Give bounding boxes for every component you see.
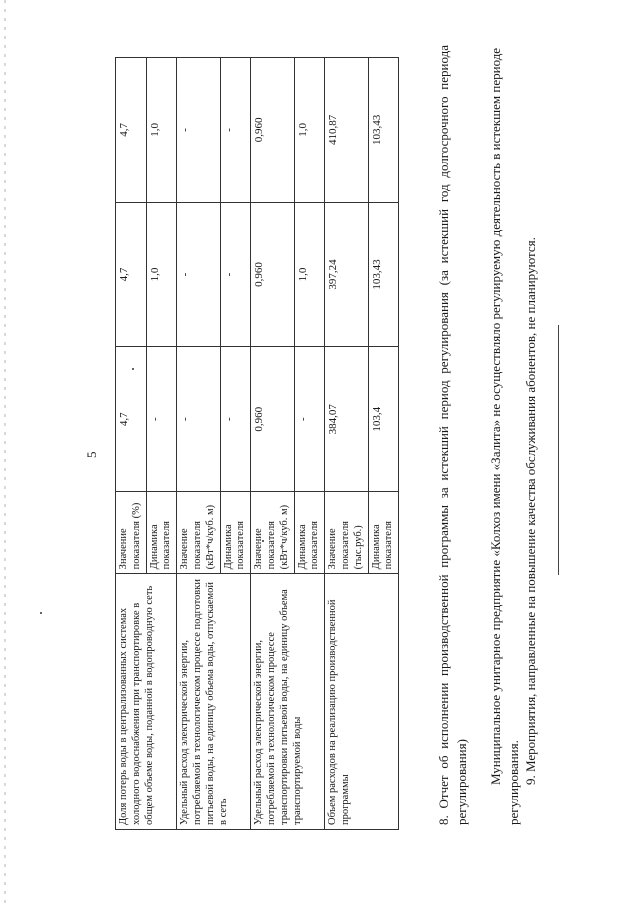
table-row — [325, 58, 368, 830]
indicator-value-v3: - — [177, 58, 220, 203]
indicator-value-v1: - — [220, 347, 251, 492]
section-9-text: 9. Мероприятия, направленные на повышение качества обслуживания абонентов, не планируются. — [523, 237, 538, 785]
indicator-value-v1: 103,4 — [368, 347, 399, 492]
table-row — [251, 58, 294, 830]
indicator-value-v1: - — [146, 347, 177, 492]
table-row — [116, 58, 147, 830]
indicator-value-v1: - — [294, 347, 325, 492]
indicator-value-v2: 1,0 — [146, 202, 177, 347]
indicator-value-v2: 1,0 — [294, 202, 325, 347]
indicator-value-v2: - — [220, 202, 251, 347]
indicator-value-v3: 1,0 — [294, 58, 325, 203]
indicator-value-v1: 0,960 — [251, 347, 294, 492]
indicator-value-v2: 103,43 — [368, 202, 399, 347]
indicator-measure: Динамика показателя — [146, 492, 177, 574]
table-row — [177, 58, 220, 830]
indicator-name: Объем расходов на реализацию производственной программы — [325, 574, 399, 830]
indicator-measure: Значение показателя (%) — [116, 492, 147, 574]
indicator-value-v1: - — [177, 347, 220, 492]
indicator-value-v1: 384,07 — [325, 347, 368, 492]
indicator-value-v3: - — [220, 58, 251, 203]
indicator-measure: Значение показателя (тыс.руб.) — [325, 492, 368, 574]
indicator-value-v3: 410,87 — [325, 58, 368, 203]
indicator-value-v2: 4,7 — [116, 202, 147, 347]
indicator-value-v3: 4,7 — [116, 58, 147, 203]
indicator-value-v3: 0,960 — [251, 58, 294, 203]
indicator-measure: Значение показателя (кВт*ч/куб. м) — [177, 492, 220, 574]
section-8-body: Муниципальное унитарное предприятие «Колхоз имени «Залита» не осуществляло регулируемую деятельность в истекшем периоде регулирования. — [488, 47, 521, 825]
closing-rule — [558, 325, 559, 575]
section-8-heading: 8. Отчет об исполнении производственной программы за истекший период регулирования (за истекший год долгосрочного периода регулирования) — [436, 45, 469, 825]
indicator-value-v3: 103,43 — [368, 58, 399, 203]
indicator-measure: Значение показателя (кВт*ч/куб. м) — [251, 492, 294, 574]
indicator-measure: Динамика показателя — [368, 492, 399, 574]
indicator-measure: Динамика показателя — [294, 492, 325, 574]
indicator-value-v2: 0,960 — [251, 202, 294, 347]
page-number: 5 — [84, 451, 99, 458]
indicator-value-v1: 4,7 — [116, 347, 147, 492]
indicator-name: Доля потерь воды в централизованных системах холодного водоснабжения при транспортировке в общем объеме воды, поданной в водопроводную сеть — [116, 574, 177, 830]
indicator-name: Удельный расход электрической энергии, потребляемой в технологическом процессе подготовки питьевой воды, на единицу объема воды, отпускаемой в сеть — [177, 574, 251, 830]
indicators-table — [115, 57, 399, 830]
indicator-name: Удельный расход электрической энергии, потребляемой в технологическом процессе транспортировки питьевой воды, на единицу объема транспортируемой воды — [251, 574, 325, 830]
indicator-value-v2: - — [177, 202, 220, 347]
indicator-value-v3: 1,0 — [146, 58, 177, 203]
indicator-measure: Динамика показателя — [220, 492, 251, 574]
indicator-value-v2: 397,24 — [325, 202, 368, 347]
